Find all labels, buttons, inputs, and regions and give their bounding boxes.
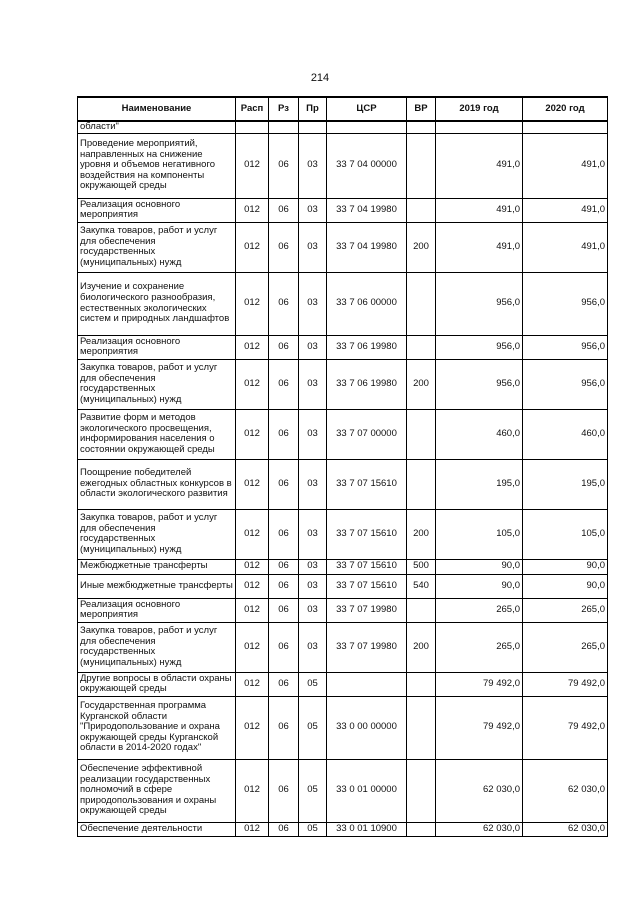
cell-vr <box>407 459 436 509</box>
cell-2020 <box>523 121 608 133</box>
cell-vr <box>407 409 436 459</box>
table-row <box>78 759 608 822</box>
cell-pr: 03 <box>299 409 327 459</box>
cell-csr: 33 7 07 19980 <box>327 598 407 622</box>
cell-pr <box>299 121 327 133</box>
table-row <box>78 272 608 335</box>
cell-rasp: 012 <box>236 133 269 198</box>
cell-vr <box>407 121 436 133</box>
cell-rasp: 012 <box>236 672 269 696</box>
cell-vr <box>407 822 436 836</box>
cell-csr: 33 0 01 10900 <box>327 822 407 836</box>
cell-2020: 79 492,0 <box>523 672 608 696</box>
cell-2020: 956,0 <box>523 335 608 359</box>
cell-2019: 956,0 <box>436 272 523 335</box>
cell-rz: 06 <box>269 672 299 696</box>
cell-2020: 460,0 <box>523 409 608 459</box>
cell-2019: 956,0 <box>436 359 523 409</box>
cell-vr <box>407 696 436 759</box>
header-name: Наименование <box>78 97 236 121</box>
cell-rasp: 012 <box>236 198 269 222</box>
cell-csr: 33 7 06 19980 <box>327 335 407 359</box>
cell-vr <box>407 133 436 198</box>
cell-name: Реализация основного мероприятия <box>78 198 236 222</box>
cell-name: области" <box>78 121 236 133</box>
cell-name: Проведение мероприятий, направленных на снижение уровня и объемов негативного воздействия на компоненты окружающей среды <box>78 133 236 198</box>
cell-2020: 491,0 <box>523 222 608 272</box>
cell-2019: 956,0 <box>436 335 523 359</box>
cell-pr: 03 <box>299 509 327 559</box>
cell-csr: 33 7 04 00000 <box>327 133 407 198</box>
cell-2019: 79 492,0 <box>436 696 523 759</box>
table-row <box>78 622 608 672</box>
cell-rz: 06 <box>269 822 299 836</box>
cell-2019: 265,0 <box>436 622 523 672</box>
cell-vr <box>407 335 436 359</box>
cell-vr <box>407 272 436 335</box>
cell-name: Другие вопросы в области охраны окружающей среды <box>78 672 236 696</box>
cell-vr: 540 <box>407 574 436 598</box>
cell-rz: 06 <box>269 198 299 222</box>
cell-pr: 03 <box>299 459 327 509</box>
cell-pr: 05 <box>299 672 327 696</box>
cell-2020: 195,0 <box>523 459 608 509</box>
cell-pr: 03 <box>299 222 327 272</box>
table-row <box>78 598 608 622</box>
cell-name: Реализация основного мероприятия <box>78 598 236 622</box>
cell-csr: 33 7 07 15610 <box>327 509 407 559</box>
table-row <box>78 459 608 509</box>
cell-csr: 33 7 07 15610 <box>327 459 407 509</box>
cell-csr: 33 7 07 15610 <box>327 559 407 574</box>
cell-pr: 05 <box>299 759 327 822</box>
cell-vr: 200 <box>407 222 436 272</box>
cell-rz <box>269 121 299 133</box>
cell-2019: 90,0 <box>436 574 523 598</box>
header-2019: 2019 год <box>436 97 523 121</box>
cell-2020: 956,0 <box>523 272 608 335</box>
cell-2020: 491,0 <box>523 198 608 222</box>
cell-vr <box>407 759 436 822</box>
cell-name: Закупка товаров, работ и услуг для обеспечения государственных (муниципальных) нужд <box>78 509 236 559</box>
cell-csr: 33 7 07 15610 <box>327 574 407 598</box>
cell-rz: 06 <box>269 509 299 559</box>
table-row <box>78 559 608 574</box>
cell-2020: 956,0 <box>523 359 608 409</box>
cell-rasp: 012 <box>236 559 269 574</box>
cell-csr: 33 7 04 19980 <box>327 198 407 222</box>
cell-name: Иные межбюджетные трансферты <box>78 574 236 598</box>
table-row <box>78 335 608 359</box>
table-row <box>78 822 608 836</box>
table-row <box>78 359 608 409</box>
cell-pr: 03 <box>299 198 327 222</box>
header-csr: ЦСР <box>327 97 407 121</box>
cell-2019: 491,0 <box>436 133 523 198</box>
cell-csr <box>327 121 407 133</box>
cell-rasp: 012 <box>236 622 269 672</box>
cell-rz: 06 <box>269 759 299 822</box>
cell-csr <box>327 672 407 696</box>
cell-2020: 62 030,0 <box>523 822 608 836</box>
cell-2020: 62 030,0 <box>523 759 608 822</box>
cell-pr: 03 <box>299 359 327 409</box>
cell-vr: 200 <box>407 622 436 672</box>
cell-vr <box>407 672 436 696</box>
cell-2019: 460,0 <box>436 409 523 459</box>
cell-rz: 06 <box>269 559 299 574</box>
table-row <box>78 574 608 598</box>
cell-name: Межбюджетные трансферты <box>78 559 236 574</box>
page-number: 214 <box>310 72 330 84</box>
cell-rasp: 012 <box>236 822 269 836</box>
cell-csr: 33 7 07 19980 <box>327 622 407 672</box>
table-row <box>78 672 608 696</box>
cell-pr: 03 <box>299 622 327 672</box>
cell-rz: 06 <box>269 574 299 598</box>
cell-csr: 33 7 07 00000 <box>327 409 407 459</box>
cell-rz: 06 <box>269 598 299 622</box>
cell-vr <box>407 598 436 622</box>
cell-pr: 03 <box>299 335 327 359</box>
cell-csr: 33 7 06 00000 <box>327 272 407 335</box>
cell-rasp: 012 <box>236 409 269 459</box>
cell-pr: 05 <box>299 822 327 836</box>
cell-2020: 265,0 <box>523 622 608 672</box>
cell-pr: 03 <box>299 574 327 598</box>
cell-rasp: 012 <box>236 509 269 559</box>
cell-2020: 265,0 <box>523 598 608 622</box>
header-rasp: Расп <box>236 97 269 121</box>
cell-rz: 06 <box>269 272 299 335</box>
cell-2020: 90,0 <box>523 559 608 574</box>
cell-name: Развитие форм и методов экологического просвещения, информирования населения о состоянии окружающей среды <box>78 409 236 459</box>
cell-2020: 90,0 <box>523 574 608 598</box>
cell-rz: 06 <box>269 696 299 759</box>
cell-2019: 265,0 <box>436 598 523 622</box>
cell-vr <box>407 198 436 222</box>
cell-rz: 06 <box>269 459 299 509</box>
cell-csr: 33 0 00 00000 <box>327 696 407 759</box>
cell-rasp: 012 <box>236 272 269 335</box>
cell-2020: 491,0 <box>523 133 608 198</box>
cell-pr: 03 <box>299 272 327 335</box>
cell-rasp: 012 <box>236 598 269 622</box>
cell-rz: 06 <box>269 133 299 198</box>
cell-2019: 105,0 <box>436 509 523 559</box>
table-row <box>78 133 608 198</box>
table-row <box>78 121 608 133</box>
cell-2019: 491,0 <box>436 222 523 272</box>
cell-rasp: 012 <box>236 459 269 509</box>
cell-rasp: 012 <box>236 335 269 359</box>
cell-pr: 03 <box>299 598 327 622</box>
cell-2019: 79 492,0 <box>436 672 523 696</box>
cell-rz: 06 <box>269 335 299 359</box>
table-row <box>78 509 608 559</box>
cell-2019: 62 030,0 <box>436 822 523 836</box>
table-header-row <box>78 97 608 121</box>
cell-2019: 195,0 <box>436 459 523 509</box>
cell-rz: 06 <box>269 409 299 459</box>
cell-2019: 491,0 <box>436 198 523 222</box>
table-row <box>78 198 608 222</box>
cell-vr: 200 <box>407 509 436 559</box>
cell-rasp: 012 <box>236 574 269 598</box>
cell-vr: 200 <box>407 359 436 409</box>
cell-pr: 05 <box>299 696 327 759</box>
cell-csr: 33 7 06 19980 <box>327 359 407 409</box>
table-row <box>78 222 608 272</box>
cell-pr: 03 <box>299 133 327 198</box>
cell-name: Реализация основного мероприятия <box>78 335 236 359</box>
cell-pr: 03 <box>299 559 327 574</box>
table-row <box>78 696 608 759</box>
cell-rz: 06 <box>269 622 299 672</box>
cell-2020: 79 492,0 <box>523 696 608 759</box>
header-pr: Пр <box>299 97 327 121</box>
cell-csr: 33 7 04 19980 <box>327 222 407 272</box>
cell-2020: 105,0 <box>523 509 608 559</box>
cell-2019: 62 030,0 <box>436 759 523 822</box>
cell-rasp: 012 <box>236 359 269 409</box>
cell-2019 <box>436 121 523 133</box>
budget-table <box>77 96 608 837</box>
cell-csr: 33 0 01 00000 <box>327 759 407 822</box>
cell-name: Поощрение победителей ежегодных областных конкурсов в области экологического развития <box>78 459 236 509</box>
cell-name: Закупка товаров, работ и услуг для обеспечения государственных (муниципальных) нужд <box>78 222 236 272</box>
cell-rz: 06 <box>269 222 299 272</box>
cell-rasp: 012 <box>236 696 269 759</box>
cell-name: Государственная программа Курганской области "Природопользование и охрана окружающей среды Курганской области в 2014-2020 годах" <box>78 696 236 759</box>
cell-rasp: 012 <box>236 759 269 822</box>
cell-name: Обеспечение деятельности <box>78 822 236 836</box>
cell-2019: 90,0 <box>436 559 523 574</box>
cell-name: Изучение и сохранение биологического разнообразия, естественных экологических систем и природных ландшафтов <box>78 272 236 335</box>
header-rz: Рз <box>269 97 299 121</box>
cell-name: Закупка товаров, работ и услуг для обеспечения государственных (муниципальных) нужд <box>78 359 236 409</box>
table-row <box>78 409 608 459</box>
header-2020: 2020 год <box>523 97 608 121</box>
cell-rasp <box>236 121 269 133</box>
cell-vr: 500 <box>407 559 436 574</box>
cell-rasp: 012 <box>236 222 269 272</box>
cell-name: Обеспечение эффективной реализации государственных полномочий в сфере природопользования и охраны окружающей среды <box>78 759 236 822</box>
cell-rz: 06 <box>269 359 299 409</box>
header-vr: ВР <box>407 97 436 121</box>
cell-name: Закупка товаров, работ и услуг для обеспечения государственных (муниципальных) нужд <box>78 622 236 672</box>
